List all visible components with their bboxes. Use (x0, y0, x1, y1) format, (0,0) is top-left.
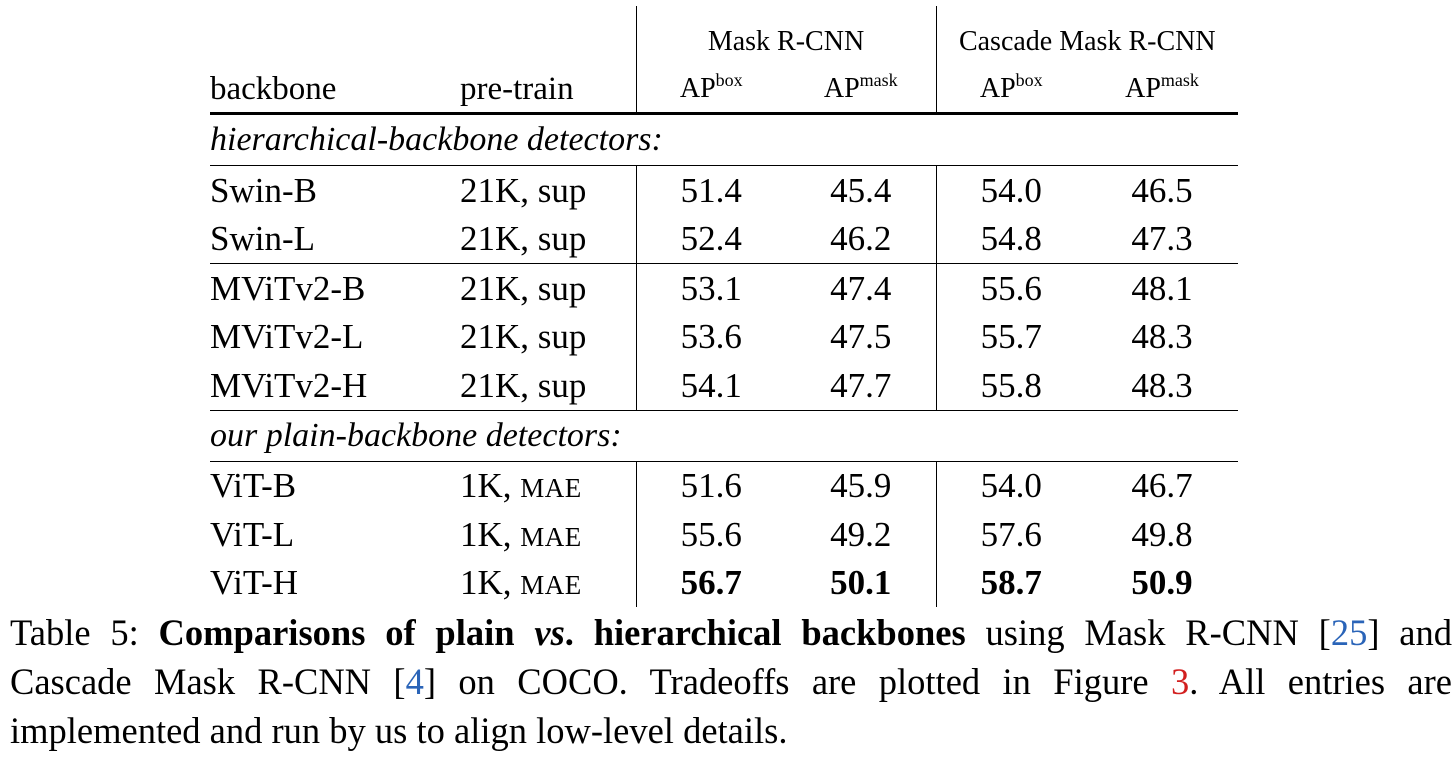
cell-cascade-ap-box-best: 58.7 (936, 559, 1086, 608)
cell-backbone: Swin-L (210, 215, 460, 264)
cell-cascade-ap-box: 57.6 (936, 510, 1086, 559)
cell-cascade-ap-mask: 46.5 (1131, 170, 1193, 210)
cell-mask-ap-mask-best: 50.1 (830, 563, 892, 603)
column-header-pretrain: pre-train (460, 66, 636, 114)
cell-backbone: Swin-B (210, 170, 317, 210)
pretrain-method: MAE (520, 521, 582, 552)
pretrain-method: MAE (520, 473, 582, 504)
cell-pretrain: 21K, sup (460, 170, 587, 210)
header-group-row (210, 6, 1238, 66)
table-row (210, 166, 1238, 215)
cell-cascade-ap-box: 54.0 (936, 166, 1086, 215)
cell-cascade-ap-box: 54.8 (936, 215, 1086, 264)
cell-cascade-ap-box: 55.8 (936, 361, 1086, 410)
cell-backbone: ViT-B (210, 466, 297, 506)
pretrain-method: MAE (520, 570, 582, 601)
caption-bold-title-b: . hierarchical backbones (564, 612, 966, 653)
ap-superscript-mask: mask (1160, 70, 1199, 90)
caption-bold-vs: vs (534, 612, 565, 653)
section-title: hierarchical-backbone detectors: (210, 114, 1238, 166)
cell-pretrain (460, 510, 636, 559)
column-header-cascade-ap-box (936, 66, 1086, 114)
group-header-cascade-mask-rcnn: Cascade Mask R-CNN (936, 6, 1238, 66)
cell-mask-ap-mask: 47.4 (830, 268, 892, 308)
cell-mask-ap-mask: 49.2 (830, 514, 892, 554)
caption-text: using Mask R-CNN [ (965, 612, 1331, 653)
caption-text: ] on COCO. Tradeoffs are plotted in Figure (423, 661, 1171, 702)
table-row (210, 313, 1238, 362)
citation-link-4[interactable]: 4 (405, 661, 424, 702)
cell-mask-ap-mask: 47.5 (830, 317, 892, 357)
cell-cascade-ap-mask-best: 50.9 (1131, 563, 1193, 603)
cell-backbone: MViTv2-H (210, 361, 460, 410)
cell-backbone: ViT-H (210, 563, 298, 603)
results-table (210, 6, 1238, 607)
cell-cascade-ap-box: 54.0 (936, 461, 1086, 510)
cell-mask-ap-box: 53.1 (636, 264, 786, 313)
cell-mask-ap-box: 52.4 (636, 215, 786, 264)
cell-cascade-ap-box: 55.7 (936, 313, 1086, 362)
table-row (210, 361, 1238, 410)
cell-mask-ap-box-best: 56.7 (636, 559, 786, 608)
figure-link-3[interactable]: 3 (1170, 661, 1190, 702)
column-header-mask-ap-mask (786, 66, 936, 114)
cell-backbone: MViTv2-L (210, 317, 364, 357)
cell-cascade-ap-mask: 48.1 (1131, 268, 1193, 308)
section-header-hierarchical (210, 114, 1238, 166)
pretrain-dataset: 1K, (460, 514, 521, 554)
cell-mask-ap-box: 53.6 (636, 313, 786, 362)
ap-superscript-box: box (715, 70, 743, 90)
citation-link-25[interactable]: 25 (1330, 612, 1368, 653)
cell-pretrain: 21K, sup (460, 317, 587, 357)
caption-text: ] and Cascade Mask R-CNN [ (10, 612, 1453, 702)
cell-mask-ap-box: 54.1 (636, 361, 786, 410)
table-caption (10, 608, 1452, 755)
header-column-row (210, 66, 1238, 114)
table-row (210, 461, 1238, 510)
ap-superscript-mask: mask (859, 70, 898, 90)
cell-mask-ap-box: 55.6 (636, 510, 786, 559)
ap-label: AP (979, 73, 1016, 104)
table-row (210, 264, 1238, 313)
cell-pretrain: 21K, sup (460, 268, 587, 308)
caption-text: . All entries are implemented and run by us to align low-level details. (10, 661, 1452, 751)
pretrain-dataset: 1K, (460, 466, 521, 506)
column-header-cascade-ap-mask (1086, 66, 1238, 114)
cell-mask-ap-box: 51.6 (636, 461, 786, 510)
pretrain-dataset: 1K, (460, 563, 521, 603)
cell-pretrain: 21K, sup (460, 215, 636, 264)
cell-cascade-ap-mask: 48.3 (1131, 317, 1193, 357)
section-title: our plain-backbone detectors: (210, 410, 1238, 461)
cell-mask-ap-mask: 46.2 (786, 215, 936, 264)
cell-pretrain: 21K, sup (460, 361, 636, 410)
table-row (210, 215, 1238, 264)
ap-label: AP (823, 73, 860, 104)
ap-superscript-box: box (1015, 70, 1043, 90)
cell-pretrain (460, 559, 636, 608)
caption-label: Table 5: (10, 612, 159, 653)
cell-pretrain (460, 461, 636, 510)
cell-cascade-ap-mask: 46.7 (1131, 466, 1193, 506)
cell-mask-ap-mask: 45.4 (830, 170, 892, 210)
table-row (210, 510, 1238, 559)
ap-label: AP (679, 73, 716, 104)
results-table-container (210, 6, 1238, 607)
cell-cascade-ap-box: 55.6 (936, 264, 1086, 313)
column-header-backbone: backbone (210, 66, 460, 114)
table-row-best (210, 559, 1238, 608)
cell-backbone: ViT-L (210, 514, 295, 554)
group-header-mask-rcnn: Mask R-CNN (636, 6, 936, 66)
column-header-mask-ap-box (636, 66, 786, 114)
section-header-plain (210, 410, 1238, 461)
cell-mask-ap-box: 51.4 (636, 166, 786, 215)
cell-mask-ap-mask: 45.9 (830, 466, 892, 506)
cell-cascade-ap-mask: 47.3 (1086, 215, 1238, 264)
cell-backbone: MViTv2-B (210, 268, 366, 308)
cell-cascade-ap-mask: 49.8 (1131, 514, 1193, 554)
cell-mask-ap-mask: 47.7 (786, 361, 936, 410)
caption-bold-title-a: Comparisons of plain (158, 612, 535, 653)
ap-label: AP (1125, 73, 1161, 104)
cell-cascade-ap-mask: 48.3 (1086, 361, 1238, 410)
